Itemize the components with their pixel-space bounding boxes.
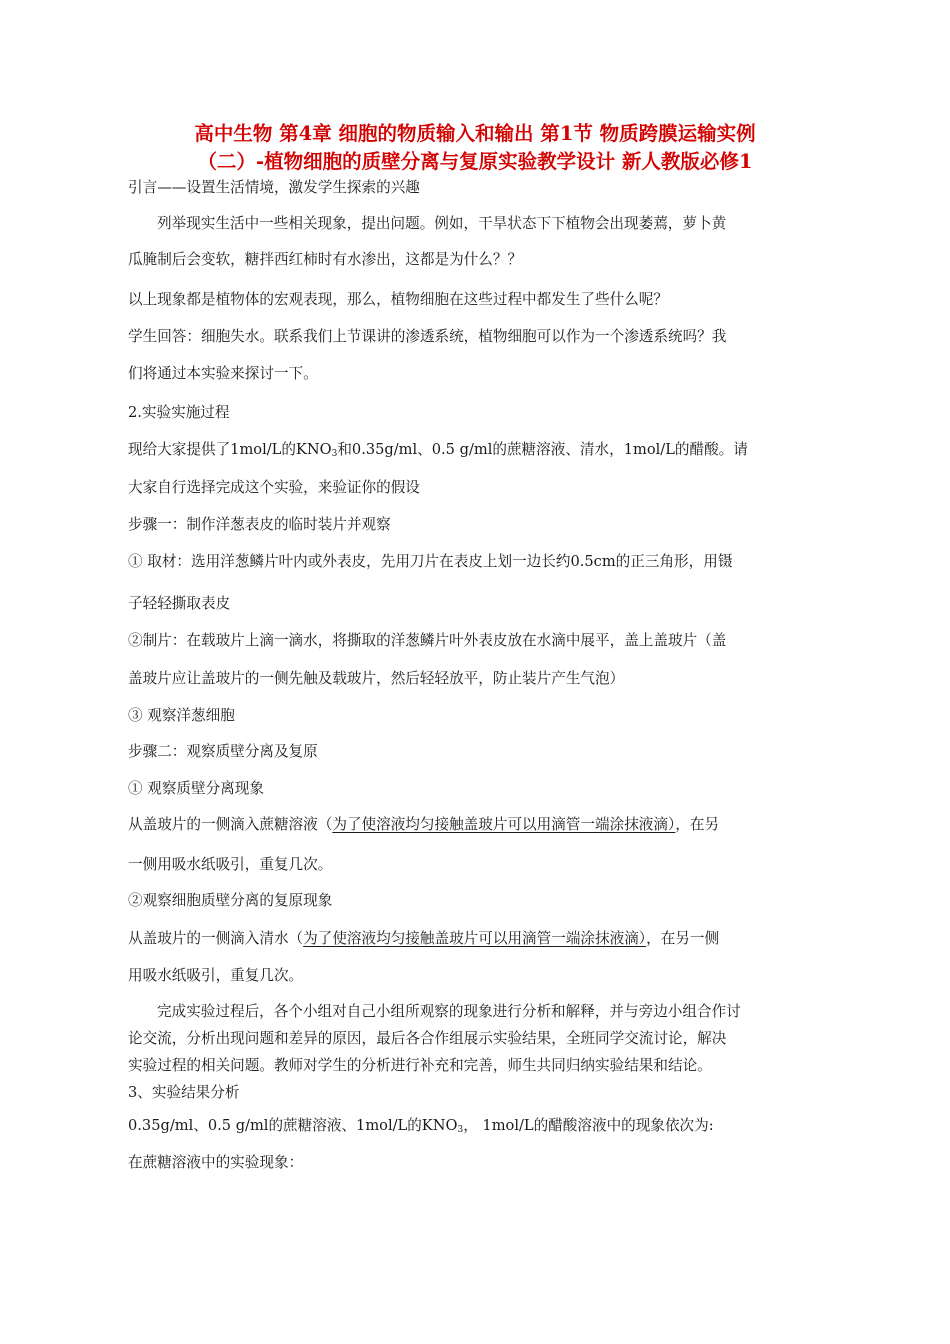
intro-heading: 引言——设置生活情境，激发学生探索的兴趣 — [128, 179, 420, 196]
section-2-paragraph-2-line-1: 完成实验过程后，各个小组对自己小组所观察的现象进行分析和解释，并与旁边小组合作讨 — [157, 1003, 741, 1020]
step-1-item-2-line-1: ②制片：在载玻片上滴一滴水，将撕取的洋葱鳞片叶外表皮放在水滴中展平，盖上盖玻片（盖 — [128, 632, 727, 649]
section-2-paragraph-1-line-2: 大家自行选择完成这个实验，来验证你的假设 — [128, 479, 420, 496]
underlined-note: 为了使溶液均匀接触盖玻片可以用滴管一端涂抹液滴） — [303, 930, 647, 947]
section-3-heading: 3、实验结果分析 — [128, 1084, 240, 1101]
underlined-note: 为了使溶液均匀接触盖玻片可以用滴管一端涂抹液滴） — [332, 816, 676, 833]
document-title-line-1: 高中生物 第4章 细胞的物质输入和输出 第1节 物质跨膜运输实例 — [194, 122, 756, 145]
step-2-heading: 步骤二：观察质壁分离及复原 — [128, 743, 318, 760]
step-2-item-1-line-1: 从盖玻片的一侧滴入蔗糖溶液（为了使溶液均匀接触盖玻片可以用滴管一端涂抹液滴），在另 — [128, 816, 720, 833]
step-1-item-1-line-1: ① 取材：选用洋葱鳞片叶内或外表皮，先用刀片在表皮上划一边长约0.5cm的正三角形，用镊 — [128, 553, 733, 570]
step-2-item-2-line-2: 用吸水纸吸引，重复几次。 — [128, 967, 304, 984]
step-1-item-3: ③ 观察洋葱细胞 — [128, 707, 235, 724]
step-1-item-2-line-2: 盖玻片应让盖玻片的一侧先触及载玻片，然后轻轻放平，防止装片产生气泡） — [128, 670, 625, 687]
document-title-line-2: （二）-植物细胞的质壁分离与复原实验教学设计 新人教版必修1 — [197, 150, 753, 173]
step-2-item-2: ②观察细胞质壁分离的复原现象 — [128, 892, 333, 909]
section-3-paragraph-2: 在蔗糖溶液中的实验现象： — [128, 1154, 304, 1171]
intro-paragraph-2: 以上现象都是植物体的宏观表现，那么，植物细胞在这些过程中都发生了些什么呢？ — [128, 291, 668, 308]
intro-paragraph-1-line-2: 瓜腌制后会变软，糖拌西红柿时有水渗出，这都是为什么？？ — [128, 251, 523, 268]
section-2-paragraph-2-line-3: 实验过程的相关问题。教师对学生的分析进行补充和完善，师生共同归纳实验结果和结论。 — [128, 1057, 712, 1074]
intro-paragraph-3-line-2: 们将通过本实验来探讨一下。 — [128, 365, 318, 382]
step-2-item-2-line-1: 从盖玻片的一侧滴入清水（为了使溶液均匀接触盖玻片可以用滴管一端涂抹液滴），在另一侧 — [128, 930, 720, 947]
intro-paragraph-3-line-1: 学生回答：细胞失水。联系我们上节课讲的渗透系统，植物细胞可以作为一个渗透系统吗？我 — [128, 328, 727, 345]
section-2-paragraph-2-line-2: 论交流，分析出现问题和差异的原因，最后各合作组展示实验结果，全班同学交流讨论，解决 — [128, 1030, 727, 1047]
step-1-item-1-line-2: 子轻轻撕取表皮 — [128, 595, 231, 612]
intro-paragraph-1-line-1: 列举现实生活中一些相关现象，提出问题。例如，干旱状态下下植物会出现萎蔫，萝卜黄 — [157, 215, 727, 232]
step-1-heading: 步骤一：制作洋葱表皮的临时装片并观察 — [128, 516, 391, 533]
section-2-heading: 2.实验实施过程 — [128, 404, 230, 421]
section-3-paragraph-1: 0.35g/ml、0.5 g/ml的蔗糖溶液、1mol/L的$KNO_3$， 1mol/L的醋酸溶液中的现象依次为: — [128, 1117, 714, 1135]
section-2-paragraph-1-line-1: 现给大家提供了1mol/L的$KNO_3$和0.35g/ml、0.5 g/ml的蔗糖溶液、清水，1mol/L的醋酸。请 — [128, 441, 748, 459]
step-2-item-1-line-2: 一侧用吸水纸吸引，重复几次。 — [128, 856, 333, 873]
step-2-item-1: ① 观察质壁分离现象 — [128, 780, 264, 797]
